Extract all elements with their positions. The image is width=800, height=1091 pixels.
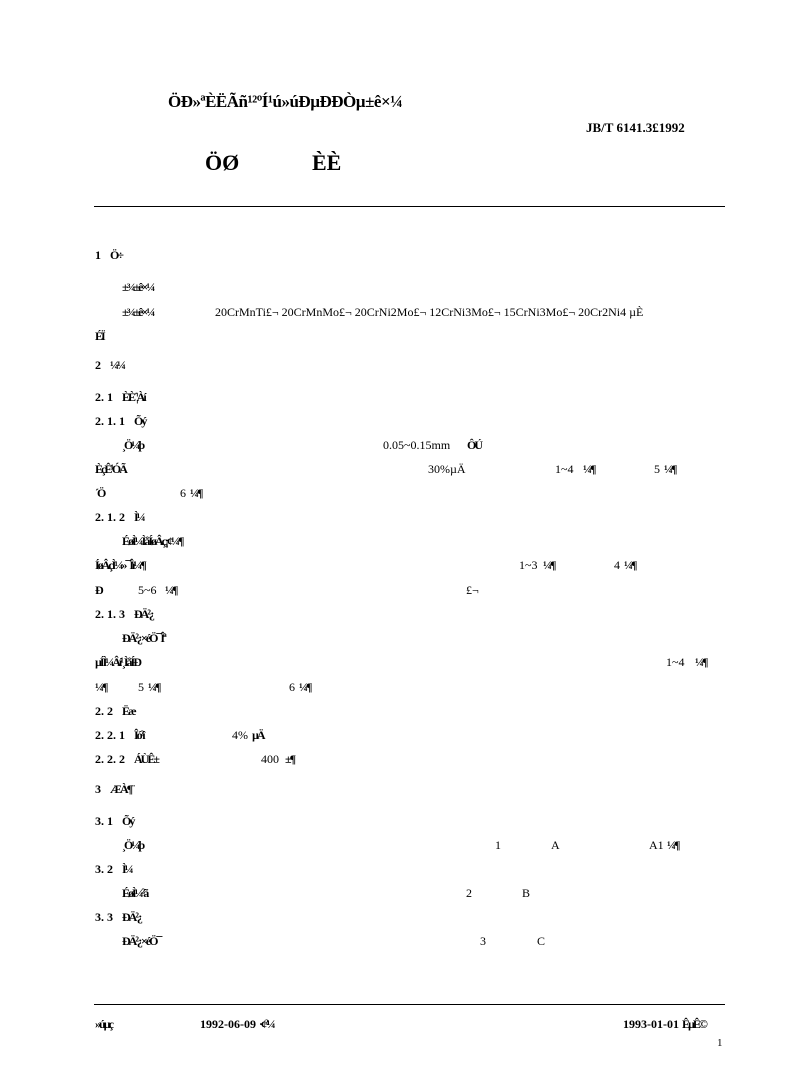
s212-line-c-prefix: Ð	[95, 583, 102, 597]
section-2-1-heading	[95, 390, 145, 405]
document-title-right: ÈÈ	[312, 150, 342, 175]
s212-line-c-punct: £¬	[466, 583, 479, 597]
section-title: Õý	[134, 414, 146, 428]
section-number: 3. 1	[95, 814, 113, 828]
s212-line-b-grade: 4	[614, 558, 620, 572]
section-2-1-2-heading	[95, 510, 144, 525]
s213-line-c-tail: ¼¶	[299, 680, 311, 694]
s213-line-c-grade-label: ¼¶	[148, 680, 160, 694]
case-depth-range: 0.05~0.15mm	[383, 438, 451, 452]
section-2-1-3-heading	[95, 607, 153, 622]
section-number: 2. 1	[95, 390, 113, 404]
s222-magnification: 400	[261, 752, 279, 766]
s32-figure-number: 2	[466, 886, 472, 900]
s211-line-b-grade-label: ¼¶	[583, 462, 595, 476]
s31-figure-number: 1	[495, 838, 501, 852]
section-2-heading	[95, 358, 124, 373]
s211-line-c-prefix: ´Ö	[95, 486, 105, 500]
s211-line-b-prefix: ÈçÊ¹ÓÃ	[95, 462, 126, 476]
s211-line-c-tail: ¼¶	[190, 486, 202, 500]
s33-line-prefix: ÐÄ²¿×éÖ¯	[122, 934, 161, 948]
s222-tail: ±¶	[285, 752, 295, 766]
section-1-line-3: ÉÏ	[95, 329, 104, 343]
section-title: ¼¼	[110, 358, 124, 372]
s221-tail: µÄ	[252, 728, 264, 742]
s212-line-b-grade-range: 1~3	[519, 558, 538, 572]
standard-code: JB/T 6141.3£1992	[586, 120, 685, 135]
section-number: 2. 1. 1	[95, 414, 125, 428]
issuing-body: »úµç	[95, 1017, 112, 1031]
section-2-2-2-heading	[95, 752, 158, 767]
s213-line-b-prefix: µÍÌ¼Âí¹¸ÌåÍÐ	[95, 655, 140, 669]
s212-line-b-prefix: ÍøÂçÌ¼»¯Îï¼¶	[95, 558, 145, 572]
s212-line-c-grade-range: 5~6	[138, 583, 157, 597]
implementation-date-value: 1993-01-01	[623, 1017, 679, 1031]
section-3-3-heading	[95, 910, 141, 925]
section-3-heading	[95, 782, 133, 797]
s212-line-b-tail: ¼¶	[624, 558, 636, 572]
section-number: 1	[95, 248, 101, 262]
section-title: ÈÈ´¦Àí	[122, 390, 145, 404]
section-number: 2. 2. 2	[95, 752, 125, 766]
section-title: Ì¼	[122, 862, 132, 876]
s33-figure-number: 3	[480, 934, 486, 948]
section-title: ÁÙÊ±	[134, 752, 158, 766]
s211-line-b-grade-range: 1~4	[555, 462, 574, 476]
s32-line-prefix: ÉøÌ¼²ã	[122, 886, 148, 900]
section-title: Õý	[122, 814, 134, 828]
s31-series: A	[551, 838, 560, 852]
section-number: 2. 1. 3	[95, 607, 125, 621]
section-title: Ö÷	[110, 248, 122, 262]
s211-line-a-tail: ÔÚ	[467, 438, 481, 452]
s212-line-c-grade-label: ¼¶	[165, 583, 177, 597]
s211-line-c-grade: 6	[180, 486, 186, 500]
section-number: 2. 2	[95, 704, 113, 718]
s211-line-b-grade: 5	[654, 462, 660, 476]
section-number: 2	[95, 358, 101, 372]
document-title-left: ÖØ	[205, 150, 240, 175]
footer-divider	[94, 1004, 725, 1005]
s213-line-c-grade: 5	[138, 680, 144, 694]
section-number: 3. 3	[95, 910, 113, 924]
section-2-1-1-heading	[95, 414, 145, 429]
issue-date	[200, 1017, 274, 1032]
section-1-heading	[95, 248, 122, 263]
standard-series-title: ÖÐ»ªÈËÃñ¹²ºÍ¹ú»úÐµÐÐÒµ±ê×¼	[168, 92, 403, 111]
s211-line-b-percent: 30%µÄ	[428, 462, 466, 476]
section-number: 3	[95, 782, 101, 796]
s33-series: C	[537, 934, 546, 948]
s213-line-a: ÐÄ²¿×éÖ¯Îª	[122, 631, 165, 645]
steel-grades: 20CrMnTi£¬ 20CrMnMo£¬ 20CrNi2Mo£¬ 12CrNi3Mo£¬ 15CrNi3Mo£¬ 20Cr2Ni4 µÈ	[215, 305, 644, 319]
section-title: Îó²î	[134, 728, 144, 742]
page-number: 1	[717, 1037, 723, 1049]
section-1-line-1: ±¾±ê×¼	[122, 280, 154, 294]
s31-line-prefix: ¸Ö¼þ	[122, 838, 144, 852]
section-number: 2. 1. 2	[95, 510, 125, 524]
s212-line-a: ÉøÌ¼ÌåÍøÂç¡¢¼¶	[122, 534, 183, 548]
section-3-1-heading	[95, 814, 133, 829]
section-number: 3. 2	[95, 862, 113, 876]
section-2-2-1-heading	[95, 728, 144, 743]
section-title: Ëæ	[122, 704, 135, 718]
s221-tolerance: 4%	[232, 728, 248, 742]
section-title: ÆÀ¶¨	[110, 782, 134, 796]
s211-line-a-prefix: ¸Ö¼þ	[122, 438, 144, 452]
header-divider	[94, 206, 725, 207]
implementation-date-label: ÊµÊ©	[682, 1017, 706, 1031]
section-1-line-2-prefix: ±¾±ê×¼	[122, 305, 154, 319]
section-3-2-heading	[95, 862, 132, 877]
s213-line-b-tail: ¼¶	[695, 655, 707, 669]
section-title: ÐÄ²¿	[134, 607, 153, 621]
s32-series: B	[522, 886, 531, 900]
section-2-2-heading	[95, 704, 135, 719]
s212-line-b-grade-label: ¼¶	[543, 558, 555, 572]
s213-line-c-prefix: ¼¶	[95, 680, 107, 694]
section-title: Ì¼	[134, 510, 144, 524]
s211-line-b-tail: ¼¶	[664, 462, 676, 476]
s31-grade: A1	[649, 838, 664, 852]
s31-tail: ¼¶	[667, 838, 679, 852]
section-title: ÐÄ²¿	[122, 910, 141, 924]
s213-line-c-grade-2: 6	[289, 680, 295, 694]
section-number: 2. 2. 1	[95, 728, 125, 742]
implementation-date	[623, 1017, 706, 1032]
s213-line-b-grade-range: 1~4	[666, 655, 685, 669]
issue-date-value: 1992-06-09	[200, 1017, 256, 1031]
issue-date-label: ·¢²¼	[259, 1017, 274, 1031]
